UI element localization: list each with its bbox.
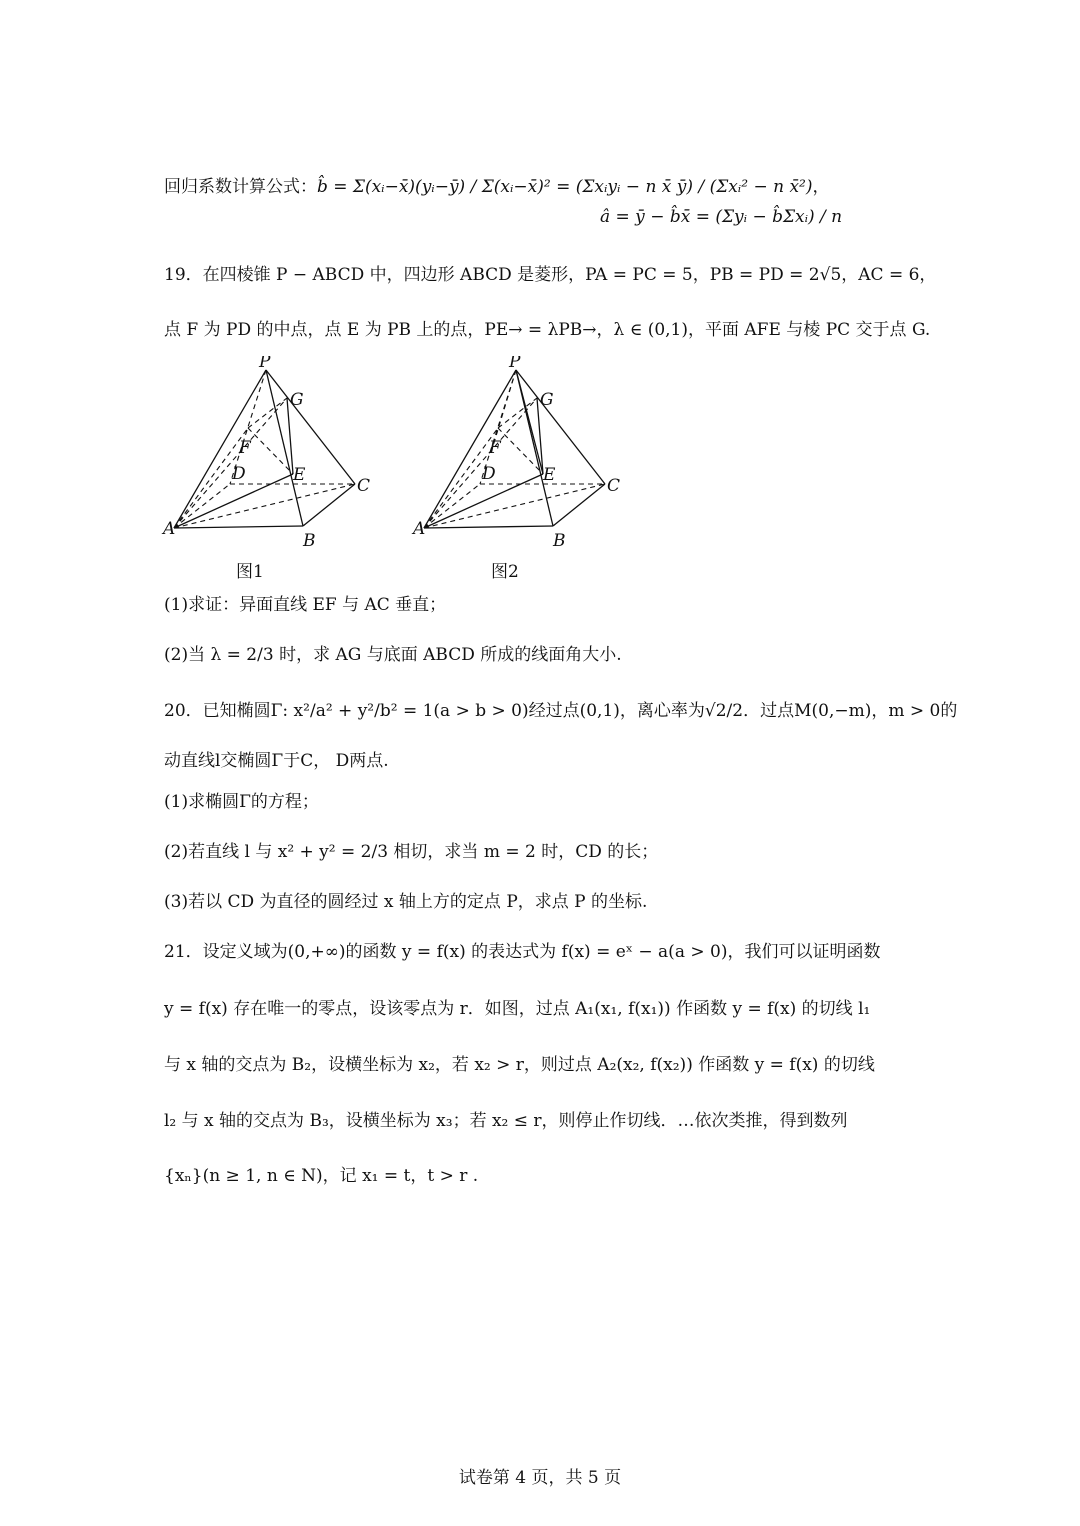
- edge-PA: [174, 370, 266, 528]
- q20-part2: (2)若直线 l 与 x² + y² = 2/3 相切，求当 m = 2 时，CD 的长；: [164, 842, 659, 862]
- line-AG: [424, 398, 537, 528]
- edge-AB: [424, 526, 553, 528]
- label-A: A: [163, 519, 176, 539]
- line-FE: [498, 428, 543, 474]
- edge-AB: [174, 526, 303, 528]
- edge-BC: [303, 484, 355, 526]
- label-B: B: [303, 531, 316, 551]
- q20-part3: (3)若以 CD 为直径的圆经过 x 轴上方的定点 P，求点 P 的坐标.: [164, 892, 648, 912]
- regression-formula-line: [164, 176, 829, 198]
- q19-line1: 19．在四棱锥 P − ABCD 中，四边形 ABCD 是菱形，PA = PC = 5，PB = PD = 2√5，AC = 6，: [164, 265, 937, 285]
- label-P: P: [259, 356, 271, 372]
- label-P: P: [509, 356, 521, 372]
- q20-part1: (1)求椭圆Γ的方程；: [164, 792, 319, 812]
- label-E: E: [543, 465, 556, 485]
- a-hat-formula-line: [600, 206, 842, 228]
- label-B: B: [553, 531, 566, 551]
- line-AG: [174, 398, 287, 528]
- line-FG: [248, 398, 287, 428]
- q19-part1: (1)求证：异面直线 EF 与 AC 垂直；: [164, 595, 447, 615]
- label-C: C: [607, 476, 621, 496]
- q20-line2: 动直线l交椭圆Γ于C， D两点.: [164, 751, 389, 771]
- q21-line5: {xₙ}(n ≥ 1, n ∈ N)，记 x₁ = t，t > r .: [164, 1166, 479, 1186]
- b-hat-formula: b̂ = Σ(xᵢ−x̄)(yᵢ−ȳ) / Σ(xᵢ−x̄)² = (Σxᵢyᵢ − n x̄ ȳ) / (Σxᵢ² − n x̄²): [317, 177, 813, 197]
- q21-line3: 与 x 轴的交点为 B₂，设横坐标为 x₂，若 x₂ > r，则过点 A₂(x₂, f(x₂)) 作函数 y = f(x) 的切线: [164, 1055, 875, 1075]
- regression-label: 回归系数计算公式：: [164, 177, 317, 197]
- q19-line2: 点 F 为 PD 的中点，点 E 为 PB 上的点，PE→ = λPB→，λ ∈ (0,1)，平面 AFE 与棱 PC 交于点 G.: [164, 320, 931, 340]
- figure-1-caption: 图1: [236, 562, 264, 582]
- label-F: F: [239, 438, 251, 458]
- line-FG: [498, 398, 537, 428]
- edge-BC: [553, 484, 605, 526]
- label-G: G: [540, 390, 554, 410]
- label-D: D: [232, 464, 246, 484]
- label-C: C: [357, 476, 371, 496]
- label-F: F: [489, 438, 501, 458]
- figure-2-caption: 图2: [491, 562, 519, 582]
- line-FE: [248, 428, 293, 474]
- q21-line1: 21．设定义域为(0,+∞)的函数 y = f(x) 的表达式为 f(x) = eˣ − a(a > 0)，我们可以证明函数: [164, 942, 881, 962]
- figure-1-pyramid: [160, 356, 380, 556]
- edge-PA: [424, 370, 516, 528]
- label-G: G: [290, 390, 304, 410]
- figure-2-pyramid: [410, 356, 630, 556]
- formula-separator: ，: [812, 177, 830, 197]
- q21-line2: y = f(x) 存在唯一的零点，设该零点为 r．如图，过点 A₁(x₁, f(x₁)) 作函数 y = f(x) 的切线 l₁: [164, 999, 871, 1019]
- a-hat-formula: â = ȳ − b̂x̄ = (Σyᵢ − b̂Σxᵢ) / n: [600, 207, 843, 227]
- q19-part2: (2)当 λ = 2/3 时，求 AG 与底面 ABCD 所成的线面角大小.: [164, 645, 622, 665]
- label-D: D: [482, 464, 496, 484]
- q21-line4: l₂ 与 x 轴的交点为 B₃，设横坐标为 x₃；若 x₂ ≤ r，则停止作切线．…依次类推，得到数列: [164, 1111, 848, 1131]
- label-A: A: [413, 519, 426, 539]
- q20-line1: 20．已知椭圆Γ: x²/a² + y²/b² = 1(a > b > 0)经过点(0,1)，离心率为√2/2．过点M(0,−m)，m > 0的: [164, 701, 958, 721]
- page-footer: 试卷第 4 页，共 5 页: [458, 1468, 622, 1488]
- label-E: E: [293, 465, 306, 485]
